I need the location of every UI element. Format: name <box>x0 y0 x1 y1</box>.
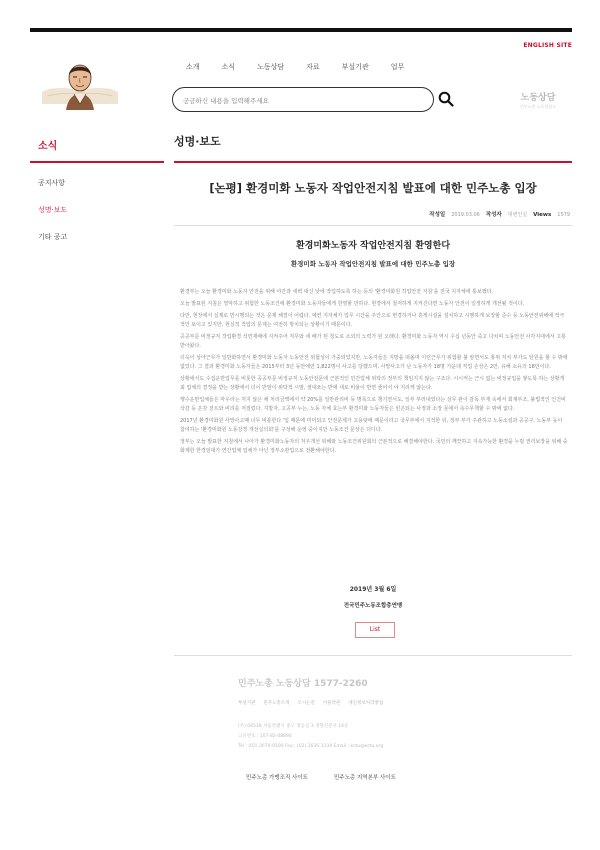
body-paragraph: 행수운반업체들은 마우라는 처지 않은 채 처리금액에서 약 20%를 일반관리비 등 명목으로 챙기면서도, 일부 부러내었다는 상무 관이 감독 부재 속에서 회계부조, 불법적인 인건비 삭감 등 온갖 전트와 비리를 저질렀다. 지방자, 고공부 누는, 노동 자체 효는부 환경미화 노동자들은 빈곤되는 사정과 소장 못에서 속수무책할 수 밖에 없다. <box>180 397 566 412</box>
english-site-link[interactable]: ENGLISH SITE <box>523 42 572 49</box>
body-paragraph: 더욱이 상아근무가 일반화하면서 환경미화 노동자 노동안전 위협성이 가중되었지만, 노동자들은 지방을 떠올며 이런근무가 위험할 불 알면서도 홍위 처치 부가도 탄원을 할 수 밖에 없었다. 그 결과 환경미화 노동자들은 2015부터 3년 동안에만 1,822명이 사고를 당했으며, 사망사고가 난 노동자가 18명 가운데 직업 손상은 2만, 유해 소유의 18만이다. <box>180 355 568 370</box>
nav-item-about[interactable]: 소개 <box>186 63 200 71</box>
footer-address <box>238 722 383 752</box>
footer-site-regional-offices[interactable]: 민주노총 지역본부 사이트 <box>333 775 396 781</box>
post-organization: 전국민주노동조합총연맹 <box>343 603 403 609</box>
nav-item-resources[interactable]: 자료 <box>306 63 320 71</box>
sidebar-item-notice[interactable]: 공지사항 <box>38 179 66 187</box>
logo-illustration[interactable] <box>38 52 122 110</box>
meta-views-label: Views <box>533 212 552 218</box>
footer-link-affiliates[interactable]: 부설기관 <box>238 701 256 706</box>
body-paragraph: 공공부문 비정규직 작업환경 석면재배에 지켜주어 직무와 세 배가 된 청도로 소외의 노력가 된 오래다. 환경미화 노동자 역시 수십 년동안 죽고 다치며 노동안전 사각지대에서 고통받아왔다. <box>180 334 566 349</box>
post-body <box>180 288 568 459</box>
counsel-logo-sub: 민주노총 노동상담소 <box>520 104 557 109</box>
footer-sites <box>246 773 396 781</box>
title-divider <box>174 161 572 163</box>
counsel-logo-main: 노동상담 <box>520 93 556 103</box>
nav-item-affiliates[interactable]: 부설기관 <box>341 63 369 71</box>
body-paragraph: 2017년 환경미화원 사망사고때 너무 비통한다 '입 때문에 미미되고 안전문제가 고용탓에 때문이라고 국무부에서 지적한 뒤, 정부 부가 주관하고 노동소설과 공공구, 노동부 등이 참여하는 '환경미화원 노동강경 개선실의회'를 구성해 운영 중이지만 노동조건 문상은 더디다. <box>180 418 563 433</box>
body-paragraph: 오늘 발표된 지침은 열악하고 위험한 노동조건에 환경미화 노동자들에게 한영할 만하다. 현장에서 철저하게 지켜진다면 노동자 안전이 일정하게 개선될 것이다. <box>180 301 525 307</box>
meta-date: 2019.03.06 <box>451 212 480 218</box>
post-title: [논평] 환경미화 노동자 작업안전지침 발표에 대한 민주노총 입장 <box>209 181 537 195</box>
meta-author: 대변인실 <box>507 212 528 218</box>
post-heading: 환경미화노동자 작업안전지침 환영한다 <box>295 241 451 251</box>
sidebar-menu <box>38 178 67 259</box>
search-input[interactable] <box>173 90 433 113</box>
meta-views: 1579 <box>557 212 570 218</box>
main-nav <box>186 62 404 72</box>
sidebar-divider <box>30 161 164 163</box>
post-subheading: 환경미화 노동자 작업안전지침 발표에 대한 민주노총 입장 <box>290 260 456 268</box>
post-date: 2019년 3월 6일 <box>349 586 397 593</box>
footer-phone: 민주노총 노동상담 1577-2260 <box>238 679 368 689</box>
sidebar-title: 소식 <box>38 141 58 152</box>
list-button[interactable]: List <box>355 622 395 638</box>
counsel-logo[interactable] <box>520 90 556 110</box>
meta-author-label: 작성자 <box>485 212 502 218</box>
footer-contact: Tel : (02) 2670-9100 Fax : (02) 2635-1134 Email : kctu@kctu.org <box>238 744 384 749</box>
footer-address-line: (우) 04518 서울특별시 중구 정동길 3 경향신문사 14층 <box>238 724 349 729</box>
meta-date-label: 작성일 <box>429 212 446 218</box>
post-meta <box>429 210 570 218</box>
footer-link-about[interactable]: 민주노총소개 <box>263 701 290 706</box>
footer-site-affiliated-orgs[interactable]: 민주노총 가맹조직 사이트 <box>246 775 308 781</box>
sidebar-item-statements[interactable]: 성명·보도 <box>38 206 68 214</box>
page-title: 성명·보도 <box>174 135 221 148</box>
sidebar-item-other-notices[interactable]: 기타 공고 <box>38 233 68 241</box>
body-paragraph: 상황에서도 수집운반업무를 비롯한 공공부문 비정규직 노동안전문에 근본적인 민간업체 위탁의 정부의 책임지지 않는 구조다. 시시켜는 근시 없는 비정규업을 쌓도록 하는 상황개최 업체의 결정을 받는 상황에서 더이 반말이 위탁적 시발, 절대쏘는 반에 새로 비율이 반면 줄어서 야 지리케 않는다. <box>180 376 565 391</box>
nav-item-news[interactable]: 소식 <box>221 63 236 71</box>
footer-link-directions[interactable]: 오시는길 <box>297 701 315 706</box>
top-bar <box>30 28 572 32</box>
body-paragraph: 정부는 오늘 발표한 지침에서 나아가 환경미화노동자의 처우개선 위해와 노동조건위원회의 근본적으로 해결해야한다. 국민의 깨끗하고 지속가능한 환경을 누릴 권리보장을 위해 중화제한 한경임대가 연간업체 업체가 아닌 정부소관업으로 전환해야한다. <box>180 439 568 454</box>
nav-item-work[interactable]: 업무 <box>390 63 405 71</box>
worker-portrait-icon <box>38 52 122 110</box>
search-box <box>172 87 434 112</box>
nav-item-counsel[interactable]: 노동상담 <box>257 63 285 71</box>
body-paragraph: 다만, 현장에서 실제로 반시행되는 것은 문제 해결이 어렵다. 예컨 지자체가 업무 시간을 주간으로 변경하거나 휴게시설을 설치하고 시행하게 보장할 준수 등 노동안전위해에 적극적인 보이고 있지만, 현실적 작업의 문제는 여전히 방치되는 상황이기 때문이다. <box>180 313 565 328</box>
body-paragraph: 환경부는 오늘 환경미화 노동자 안전을 위해 야간과 새벽 대신 낮에 작업하도록 하는 등의 '환경미화원 작업안전 지침'을 전국 지자체에 통보했다. <box>180 289 494 295</box>
footer-link-privacy[interactable]: 개인정보처리방침 <box>348 701 384 706</box>
footer-registration: 고유번호 : 107-82-08890 <box>238 734 292 739</box>
footer-link-terms[interactable]: 이용약관 <box>322 701 341 706</box>
footer-divider <box>174 655 572 656</box>
meta-divider <box>174 225 572 226</box>
search-icon[interactable] <box>438 91 454 107</box>
footer-links <box>238 700 383 706</box>
